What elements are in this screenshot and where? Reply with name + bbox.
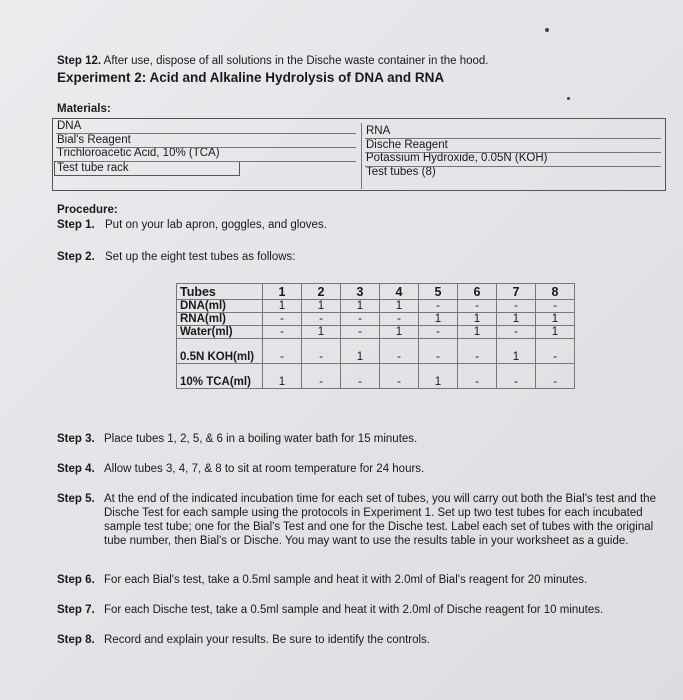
table-row xyxy=(177,339,575,364)
step-7 xyxy=(57,603,657,619)
table-cell: 1 xyxy=(497,313,536,326)
table-row xyxy=(177,313,575,326)
step-2 xyxy=(57,251,296,263)
materials-row-line xyxy=(56,133,356,134)
table-cell: - xyxy=(419,300,458,313)
step-6-text: For each Bial's test, take a 0.5ml sample and heat it with 2.0ml of Bial's reagent for 20 minutes. xyxy=(104,574,588,586)
step-3 xyxy=(57,432,657,448)
table-row xyxy=(177,326,575,339)
table-cell: 1 xyxy=(302,326,341,339)
materials-row-line xyxy=(365,138,661,139)
step-6-number: Step 6. xyxy=(57,574,95,586)
step-2-text: Set up the eight test tubes as follows: xyxy=(105,251,296,263)
table-header-cell: Tubes xyxy=(177,284,263,300)
material-item: Test tube rack xyxy=(54,161,240,177)
table-cell: - xyxy=(419,326,458,339)
row-label: Water(ml) xyxy=(177,326,263,339)
table-cell: - xyxy=(380,339,419,364)
paper-speck xyxy=(545,28,549,32)
table-header-cell: 4 xyxy=(380,284,419,300)
step-4 xyxy=(57,462,657,478)
step-1 xyxy=(57,219,327,231)
table-cell: - xyxy=(341,326,380,339)
step-12-number: Step 12. xyxy=(57,55,102,67)
table-cell: - xyxy=(380,313,419,326)
table-cell: 1 xyxy=(536,326,575,339)
step-5-number: Step 5. xyxy=(57,493,95,505)
table-cell: - xyxy=(458,339,497,364)
step-5 xyxy=(57,492,677,562)
materials-left-column xyxy=(57,120,240,176)
row-label: DNA(ml) xyxy=(177,300,263,313)
paper-speck xyxy=(567,97,570,100)
step-4-text: Allow tubes 3, 4, 7, & 8 to sit at room temperature for 24 hours. xyxy=(104,463,425,475)
table-header-row xyxy=(177,284,575,300)
table-cell: - xyxy=(302,339,341,364)
table-cell: - xyxy=(263,326,302,339)
materials-divider xyxy=(361,123,362,189)
step-2-number: Step 2. xyxy=(57,251,95,263)
table-cell: - xyxy=(419,339,458,364)
material-item: Bial's Reagent xyxy=(57,133,131,146)
table-cell: 1 xyxy=(497,339,536,364)
step-3-text: Place tubes 1, 2, 5, & 6 in a boiling water bath for 15 minutes. xyxy=(104,433,418,445)
tube-setup-table xyxy=(176,283,575,389)
table-cell: - xyxy=(497,300,536,313)
row-label: 10% TCA(ml) xyxy=(177,364,263,389)
table-cell: 1 xyxy=(536,313,575,326)
step-8-text: Record and explain your results. Be sure to identify the controls. xyxy=(104,634,431,646)
step-7-text: For each Dische test, take a 0.5ml sample and heat it with 2.0ml of Dische reagent for 10 minutes. xyxy=(104,604,604,616)
table-cell: - xyxy=(536,364,575,389)
table-cell: - xyxy=(458,300,497,313)
table-cell: - xyxy=(458,364,497,389)
row-label: 0.5N KOH(ml) xyxy=(177,339,263,364)
materials-label: Materials: xyxy=(57,103,111,115)
table-header-cell: 5 xyxy=(419,284,458,300)
material-item: Potassium Hydroxide, 0.05N (KOH) xyxy=(366,152,548,164)
table-cell: 1 xyxy=(263,300,302,313)
materials-table xyxy=(52,118,666,191)
experiment-title: Experiment 2: Acid and Alkaline Hydrolysis of DNA and RNA xyxy=(57,70,445,85)
step-12 xyxy=(57,55,489,67)
table-cell: - xyxy=(497,326,536,339)
table-cell: - xyxy=(263,339,302,364)
material-item: RNA xyxy=(366,125,391,137)
procedure-label: Procedure: xyxy=(57,204,118,216)
table-cell: 1 xyxy=(419,364,458,389)
table-cell: 1 xyxy=(380,326,419,339)
table-cell: - xyxy=(536,300,575,313)
material-item: DNA xyxy=(57,120,82,132)
materials-row-line xyxy=(365,152,661,153)
table-header-cell: 1 xyxy=(263,284,302,300)
table-header-cell: 2 xyxy=(302,284,341,300)
table-cell: - xyxy=(302,364,341,389)
row-label: RNA(ml) xyxy=(177,313,263,326)
table-cell: 1 xyxy=(458,326,497,339)
table-cell: 1 xyxy=(263,364,302,389)
table-cell: - xyxy=(341,313,380,326)
material-item: Dische Reagent xyxy=(366,138,448,151)
step-8 xyxy=(57,633,657,649)
table-header-cell: 3 xyxy=(341,284,380,300)
table-row xyxy=(177,364,575,389)
table-cell: - xyxy=(536,339,575,364)
table-cell: - xyxy=(263,313,302,326)
step-3-number: Step 3. xyxy=(57,433,95,445)
step-12-text: After use, dispose of all solutions in the Dische waste container in the hood. xyxy=(103,55,489,67)
table-cell: - xyxy=(341,364,380,389)
step-1-text: Put on your lab apron, goggles, and gloves. xyxy=(105,219,327,231)
materials-row-line xyxy=(365,166,661,167)
materials-row-line xyxy=(56,161,356,162)
table-cell: 1 xyxy=(458,313,497,326)
table-cell: - xyxy=(380,364,419,389)
materials-row-line xyxy=(56,147,356,148)
table-cell: - xyxy=(302,313,341,326)
table-header-cell: 7 xyxy=(497,284,536,300)
table-cell: 1 xyxy=(380,300,419,313)
table-cell: 1 xyxy=(302,300,341,313)
step-6 xyxy=(57,573,657,589)
table-cell: 1 xyxy=(419,313,458,326)
step-4-number: Step 4. xyxy=(57,463,95,475)
table-cell: - xyxy=(497,364,536,389)
step-5-text: At the end of the indicated incubation time for each set of tubes, you will carry out both the Bial's test and the Dische Test for each sample using the protocols in Experiment 1. Set up two test tubes for each incubated sample test tube; one for the Bial's Test and one for the Dische test. Label each set of tubes with the original tube number, then Bial's or Dische. You may want to use the results table in your worksheet as a guide. xyxy=(104,493,656,547)
material-item: Test tubes (8) xyxy=(366,165,436,178)
table-cell: 1 xyxy=(341,339,380,364)
table-header-cell: 6 xyxy=(458,284,497,300)
table-cell: 1 xyxy=(341,300,380,313)
material-item: Trichloroacetic Acid, 10% (TCA) xyxy=(57,147,220,159)
table-row xyxy=(177,300,575,313)
step-8-number: Step 8. xyxy=(57,634,95,646)
step-7-number: Step 7. xyxy=(57,604,95,616)
table-header-cell: 8 xyxy=(536,284,575,300)
step-1-number: Step 1. xyxy=(57,219,95,231)
